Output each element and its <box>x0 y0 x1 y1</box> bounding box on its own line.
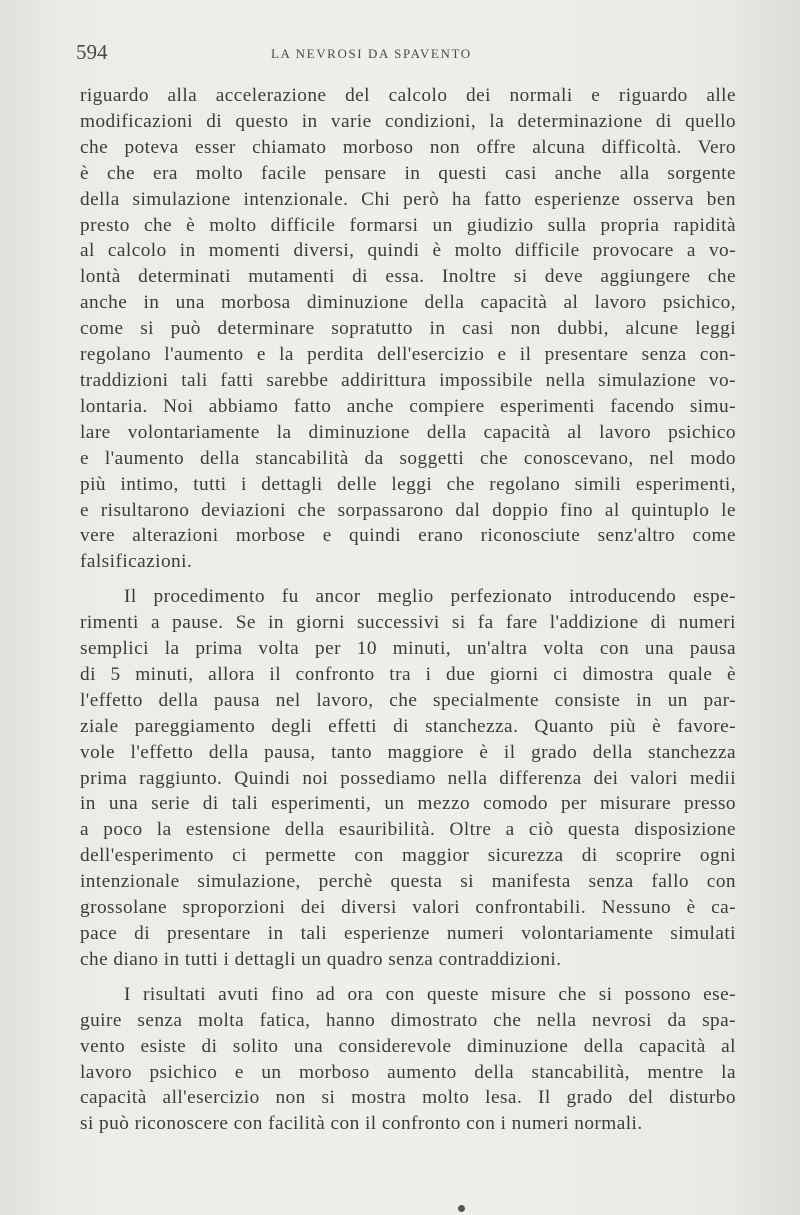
paragraph-1 <box>80 83 736 575</box>
text-line: prima raggiunto. Quindi noi possediamo nella differenza dei valori medii <box>80 767 736 789</box>
running-head <box>76 40 736 64</box>
text-line: modificazioni di questo in varie condizioni, la determinazione di quello <box>80 110 736 132</box>
text-line: traddizioni tali fatti sarebbe addirittura impossibile nella simulazione vo- <box>80 369 736 391</box>
text-line: vere alterazioni morbose e quindi erano riconosciute senz'altro come <box>80 525 736 547</box>
text-line: lontà determinati mutamenti di essa. Inoltre si deve aggiungere che <box>80 266 736 288</box>
text-line: e risultarono deviazioni che sorpassarono dal doppio fino al quintuplo le <box>80 499 736 521</box>
text-line: si può riconoscere con facilità con il confronto con i numeri normali. <box>80 1113 643 1135</box>
text-line: ziale pareggiamento degli effetti di stanchezza. Quanto più è favore- <box>80 715 736 737</box>
text-line: riguardo alla accelerazione del calcolo dei normali e riguardo alle <box>80 85 736 106</box>
text-line: lare volontariamente la diminuzione della capacità al lavoro psichico <box>80 421 736 443</box>
text-line: più intimo, tutti i dettagli delle leggi che regolano simili esperimenti, <box>80 473 736 495</box>
text-line: è che era molto facile pensare in questi casi anche alla sorgente <box>80 162 736 184</box>
text-line: rimenti a pause. Se in giorni successivi si fa fare l'addizione di numeri <box>80 612 736 634</box>
text-line: I risultati avuti fino ad ora con queste misure che si possono ese- <box>124 983 736 1005</box>
text-line: presto che è molto difficile formarsi un giudizio sulla propria rapidità <box>80 214 736 236</box>
text-line: lavoro psichico e un morboso aumento della stancabilità, mentre la <box>80 1061 736 1083</box>
text-line: regolano l'aumento e la perdita dell'esercizio e il presentare senza con- <box>80 344 736 366</box>
text-line: a poco la estensione della esauribilità. Oltre a ciò questa disposizione <box>80 819 736 841</box>
text-line: anche in una morbosa diminuzione della capacità al lavoro psichico, <box>80 292 736 314</box>
ink-dot-mark <box>458 1205 465 1212</box>
text-line: semplici la prima volta per 10 minuti, un'altra volta con una pausa <box>80 638 736 660</box>
text-line: e l'aumento della stancabilità da soggetti che conoscevano, nel modo <box>80 447 736 469</box>
text-line: che diano in tutti i dettagli un quadro senza contraddizioni. <box>80 948 562 970</box>
text-line: come si può determinare sopratutto in casi non dubbi, alcune leggi <box>80 318 736 340</box>
text-line: guire senza molta fatica, hanno dimostrato che nella nevrosi da spa- <box>80 1009 736 1031</box>
text-line: che poteva esser chiamato morboso non offre alcuna difficoltà. Vero <box>80 136 736 158</box>
paragraph-3 <box>80 982 736 1137</box>
body-text <box>80 83 736 1137</box>
text-line: pace di presentare in tali esperienze numeri volontariamente simulati <box>80 923 736 944</box>
text-line: lontaria. Noi abbiamo fatto anche compiere esperimenti facendo simu- <box>80 395 736 417</box>
page-number: 594 <box>76 40 108 64</box>
text-line: vole l'effetto della pausa, tanto maggiore è il grado della stanchezza <box>80 741 736 763</box>
text-line: intenzionale simulazione, perchè questa si manifesta senza fallo con <box>80 871 736 893</box>
text-line: vento esiste di solito una considerevole diminuzione della capacità al <box>80 1035 736 1057</box>
text-line: capacità all'esercizio non si mostra molto lesa. Il grado del disturbo <box>80 1087 736 1109</box>
text-line: al calcolo in momenti diversi, quindi è molto difficile provocare a vo- <box>80 240 736 262</box>
running-title: LA NEVROSI DA SPAVENTO <box>271 46 472 61</box>
text-line: falsificazioni. <box>80 551 193 573</box>
text-line: di 5 minuti, allora il confronto tra i due giorni ci dimostra quale è <box>80 663 736 685</box>
text-line: in una serie di tali esperimenti, un mezzo comodo per misurare presso <box>80 793 736 815</box>
paragraph-2 <box>80 584 736 973</box>
text-line: l'effetto della pausa nel lavoro, che specialmente consiste in un par- <box>80 689 736 711</box>
text-line: dell'esperimento ci permette con maggior sicurezza di scoprire ogni <box>80 845 736 867</box>
text-line: Il procedimento fu ancor meglio perfezionato introducendo espe- <box>124 586 736 608</box>
text-line: della simulazione intenzionale. Chi però ha fatto esperienze osserva ben <box>80 188 736 210</box>
text-line: grossolane sproporzioni dei diversi valori confrontabili. Nessuno è ca- <box>80 897 736 919</box>
